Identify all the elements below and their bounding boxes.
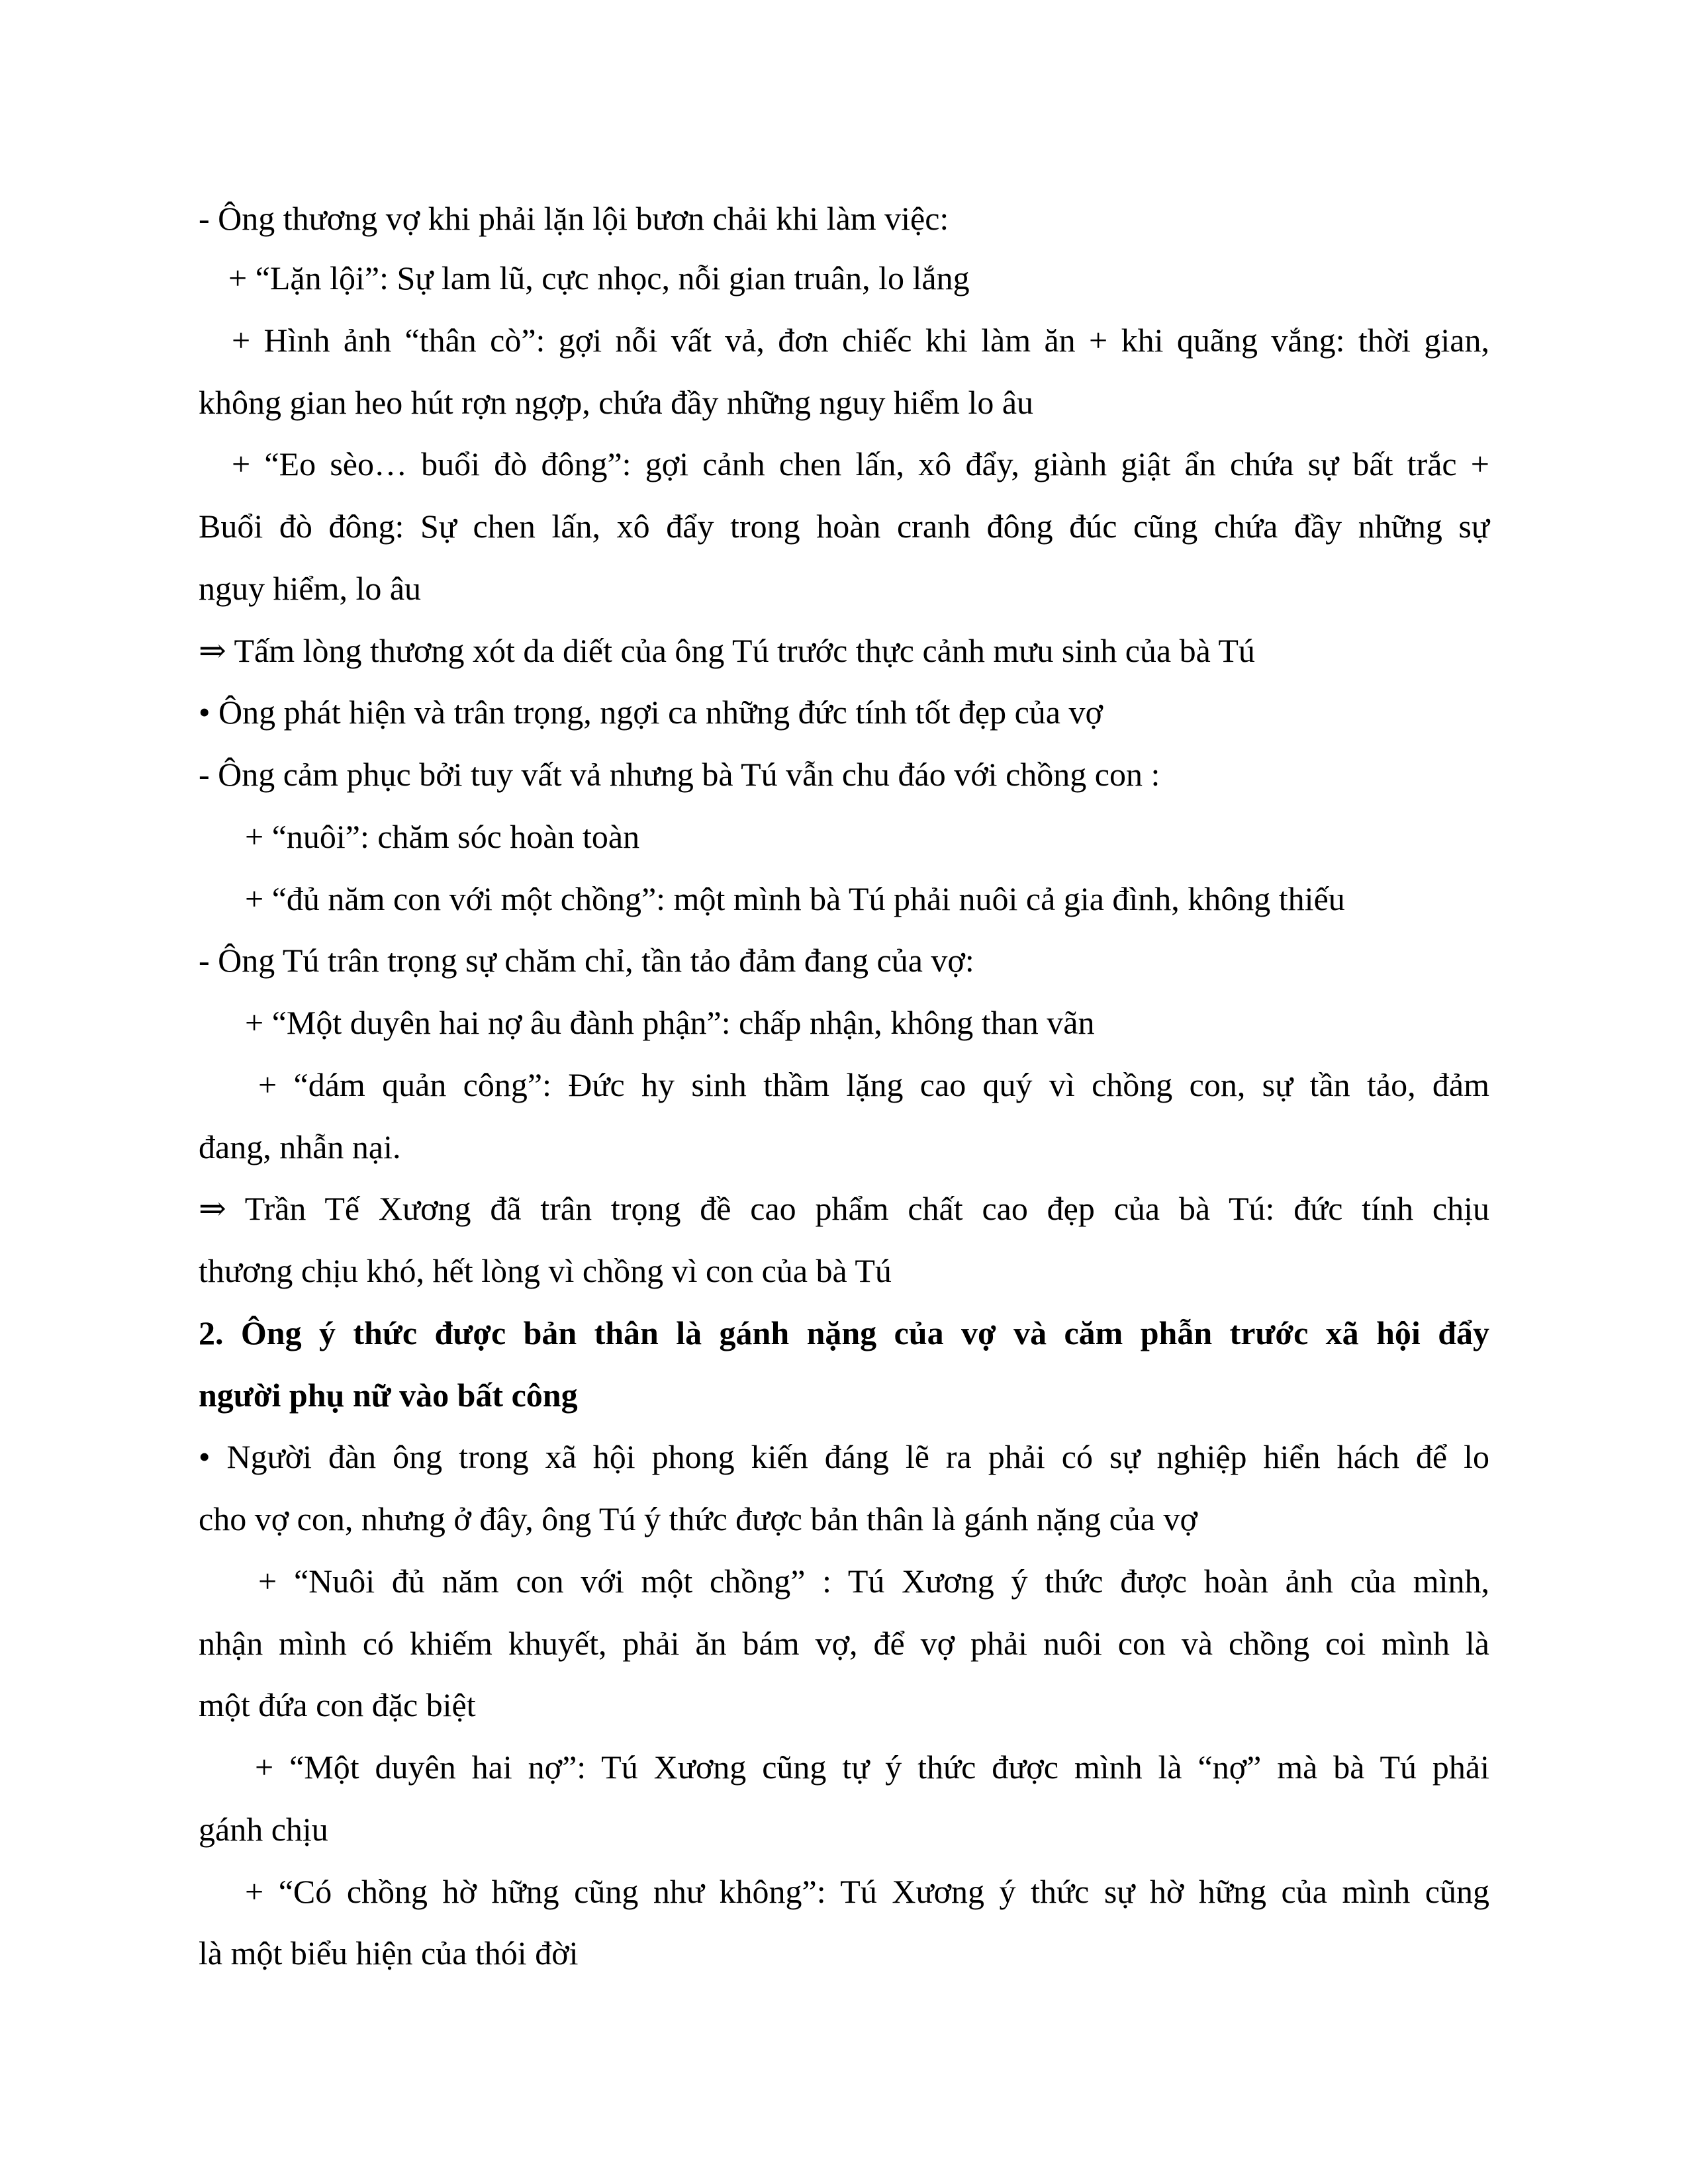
text-line: cho vợ con, nhưng ở đây, ông Tú ý thức được bản thân là gánh nặng của vợ [199,1500,1197,1537]
text-line: Buổi đò đông: Sự chen lấn, xô đẩy trong hoàn cranh đông đúc cũng chứa đầy những sự [199,508,1489,545]
text-line: • Người đàn ông trong xã hội phong kiến đáng lẽ ra phải có sự nghiệp hiển hách để lo [199,1438,1489,1475]
text-line: + “Một duyên hai nợ âu đành phận”: chấp nhận, không than vãn [245,1004,1095,1041]
text-line: là một biểu hiện của thói đời [199,1934,579,1972]
text-line: nguy hiểm, lo âu [199,570,422,607]
text-line: + Hình ảnh “thân cò”: gợi nỗi vất vả, đơn chiếc khi làm ăn + khi quãng vắng: thời gian, [232,322,1489,359]
text-line: gánh chịu [199,1811,328,1848]
text-line: + “nuôi”: chăm sóc hoàn toàn [245,818,640,855]
text-line: - Ông thương vợ khi phải lặn lội bươn chải khi làm việc: [199,200,949,237]
text-line: • Ông phát hiện và trân trọng, ngợi ca những đức tính tốt đẹp của vợ [199,694,1103,731]
text-line: + “Lặn lội”: Sự lam lũ, cực nhọc, nỗi gian truân, lo lắng [228,259,970,296]
text-line: ⇒ Trần Tế Xương đã trân trọng đề cao phẩm chất cao đẹp của bà Tú: đức tính chịu [199,1190,1489,1227]
text-line: một đứa con đặc biệt [199,1686,476,1723]
text-line: + “đủ năm con với một chồng”: một mình bà Tú phải nuôi cả gia đình, không thiếu [245,880,1345,917]
text-line: ⇒ Tấm lòng thương xót da diết của ông Tú trước thực cảnh mưu sinh của bà Tú [199,632,1255,669]
text-line: + “Eo sèo… buổi đò đông”: gợi cảnh chen lấn, xô đẩy, giành giật ẩn chứa sự bất trắc + [232,445,1489,482]
text-line: + “dám quản công”: Đức hy sinh thầm lặng cao quý vì chồng con, sự tần tảo, đảm [258,1066,1489,1103]
text-line: không gian heo hút rợn ngợp, chứa đầy những nguy hiểm lo âu [199,384,1034,421]
text-line: - Ông cảm phục bởi tuy vất vả nhưng bà Tú vẫn chu đáo với chồng con : [199,756,1160,793]
text-line: thương chịu khó, hết lòng vì chồng vì con của bà Tú [199,1252,892,1289]
text-line: + “Một duyên hai nợ”: Tú Xương cũng tự ý thức được mình là “nợ” mà bà Tú phải [255,1749,1489,1786]
text-line: + “Nuôi đủ năm con với một chồng” : Tú Xương ý thức được hoàn ảnh của mình, [258,1563,1489,1600]
text-line: đang, nhẫn nại. [199,1128,401,1165]
section-heading: 2. Ông ý thức được bản thân là gánh nặng của vợ và căm phẫn trước xã hội đẩy [199,1314,1489,1351]
text-line: nhận mình có khiếm khuyết, phải ăn bám vợ, để vợ phải nuôi con và chồng coi mình là [199,1625,1489,1662]
section-heading: người phụ nữ vào bất công [199,1377,578,1414]
text-line: + “Có chồng hờ hững cũng như không”: Tú Xương ý thức sự hờ hững của mình cũng [245,1873,1489,1910]
text-line: - Ông Tú trân trọng sự chăm chỉ, tần tảo đảm đang của vợ: [199,942,974,979]
